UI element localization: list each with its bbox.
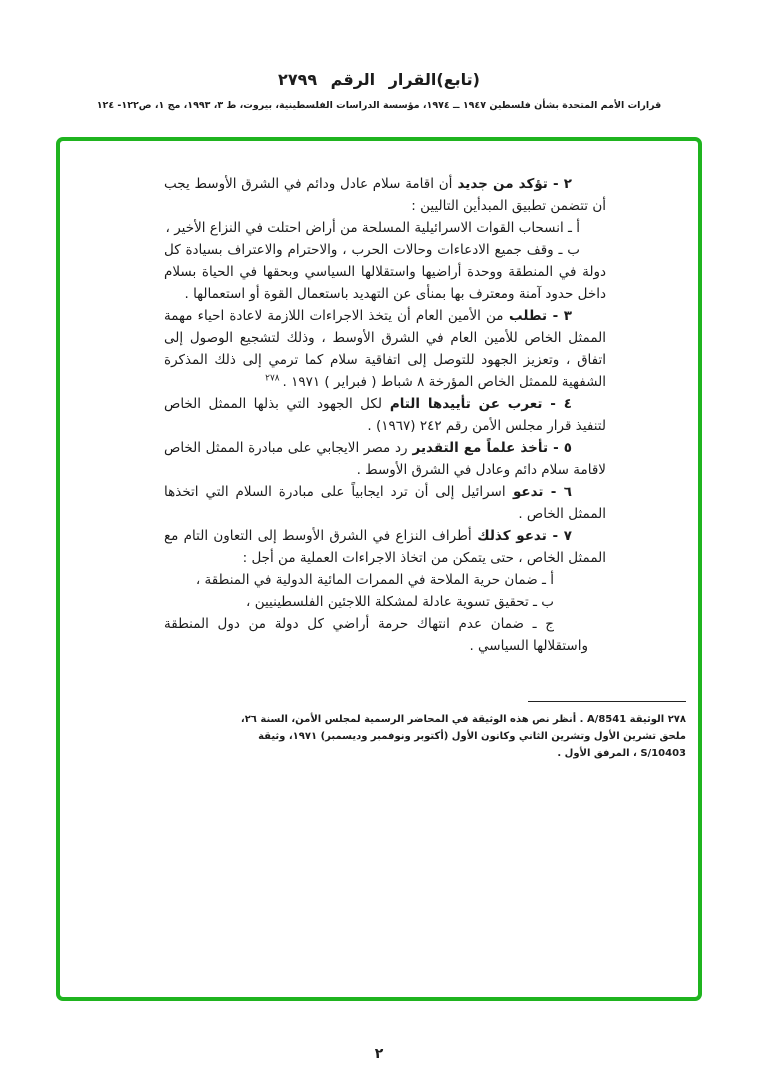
paragraph: ج ـ ضمان عدم انتهاك حرمة أراضي كل دولة من دول المنطقة واستقلالها السياسي . [164, 616, 588, 654]
paragraph-lead: ٥ - تأخذ علماً مع التقدير [407, 440, 573, 456]
paragraph-lead: ٢ - تؤكد من جديد [452, 176, 572, 192]
paragraph: أ ـ انسحاب القوات الاسرائيلية المسلحة من أراض احتلت في النزاع الأخير ، [165, 220, 580, 236]
paragraph: ٣ - تطلب من الأمين العام أن يتخذ الاجراءات اللازمة لاعادة احياء مهمة الممثل الخاص للأمين العام في الشرق الأوسط ، وذلك لتشجيع الوصول إلى اتفاق ، وتعزيز الجهود للتوصل إلى اتفاقية سلام كما ترمي إلى ذلك المذكرة الشفهية للممثل الخاص المؤرخة ٨ شباط ( فبراير ) ١٩٧١ . $^{٢٧٨}$ [164, 308, 606, 390]
paragraph: ٧ - تدعو كذلك أطراف النزاع في الشرق الأوسط إلى التعاون التام مع الممثل الخاص ، حتى يتمكن من اتخاذ الاجراءات العملية من أجل : [164, 528, 606, 566]
footnote-separator [528, 701, 686, 702]
footnote-reference: ٢٧٨ [265, 373, 283, 384]
paragraph: ٢ - تؤكد من جديد أن اقامة سلام عادل ودائم في الشرق الأوسط يجب أن تتضمن تطبيق المبدأين التاليين : [164, 176, 606, 214]
paragraph: ٤ - تعرب عن تأييدها التام لكل الجهود التي بذلها الممثل الخاص لتنفيذ قرار مجلس الأمن رقم ٢٤٢ (١٩٦٧) . [164, 396, 606, 434]
document-header [0, 0, 758, 111]
footnote [120, 711, 686, 762]
paragraph: ب ـ تحقيق تسوية عادلة لمشكلة اللاجئين الفلسطينيين ، [246, 594, 554, 610]
paragraph-lead: ٣ - تطلب [503, 308, 572, 324]
document-body [164, 173, 606, 657]
paragraph: ٥ - تأخذ علماً مع التقدير رد مصر الايجابي على مبادرة الممثل الخاص لاقامة سلام دائم وعادل في الشرق الأوسط . [164, 440, 606, 478]
paragraph-lead: ٤ - تعرب عن تأييدها التام [381, 396, 572, 412]
paragraph-lead: ٦ - تدعو [505, 484, 572, 500]
page-subtitle: قرارات الأمم المتحدة بشأن فلسطين ١٩٤٧ ــ ١٩٧٤، مؤسسة الدراسات الفلسطينية، بيروت، ط ٣، ١٩٩٣، مج ١، ص١٢٢- ١٢٤ [96, 100, 662, 111]
footnote-line: ٢٧٨ الوثيقة A/8541 . أنظر نص هذه الوثيقة في المحاضر الرسمية لمجلس الأمن، السنة ٢٦، [240, 714, 686, 725]
paragraph: ٦ - تدعو اسرائيل إلى أن ترد ايجابياً على مبادرة السلام التي اتخذها الممثل الخاص . [164, 484, 606, 522]
paragraph: أ ـ ضمان حرية الملاحة في الممرات المائية الدولية في المنطقة ، [195, 572, 554, 588]
footnote-line: ملحق تشرين الأول وتشرين الثاني وكانون الأول (أكتوبر ونوفمبر وديسمبر) ١٩٧١، وثيقة [258, 731, 686, 742]
paragraph-lead: ٧ - تدعو كذلك [471, 528, 572, 544]
paragraph: ب ـ وقف جميع الادعاءات وحالات الحرب ، والاحترام والاعتراف بسيادة كل دولة في المنطقة ووحدة أراضيها واستقلالها السياسي وبحقها في الحياة بسلام داخل حدود آمنة ومعترف بها بمنأى عن التهديد باستعمال القوة أو استعمالها . [164, 242, 606, 302]
footnote-line: S/10403 ، المرفق الأول . [557, 748, 686, 759]
page-title: (تابع)القرار الرقم ٢٧٩٩ [278, 70, 480, 89]
page-number: ٢ [374, 1046, 384, 1062]
content-frame [56, 137, 702, 1001]
